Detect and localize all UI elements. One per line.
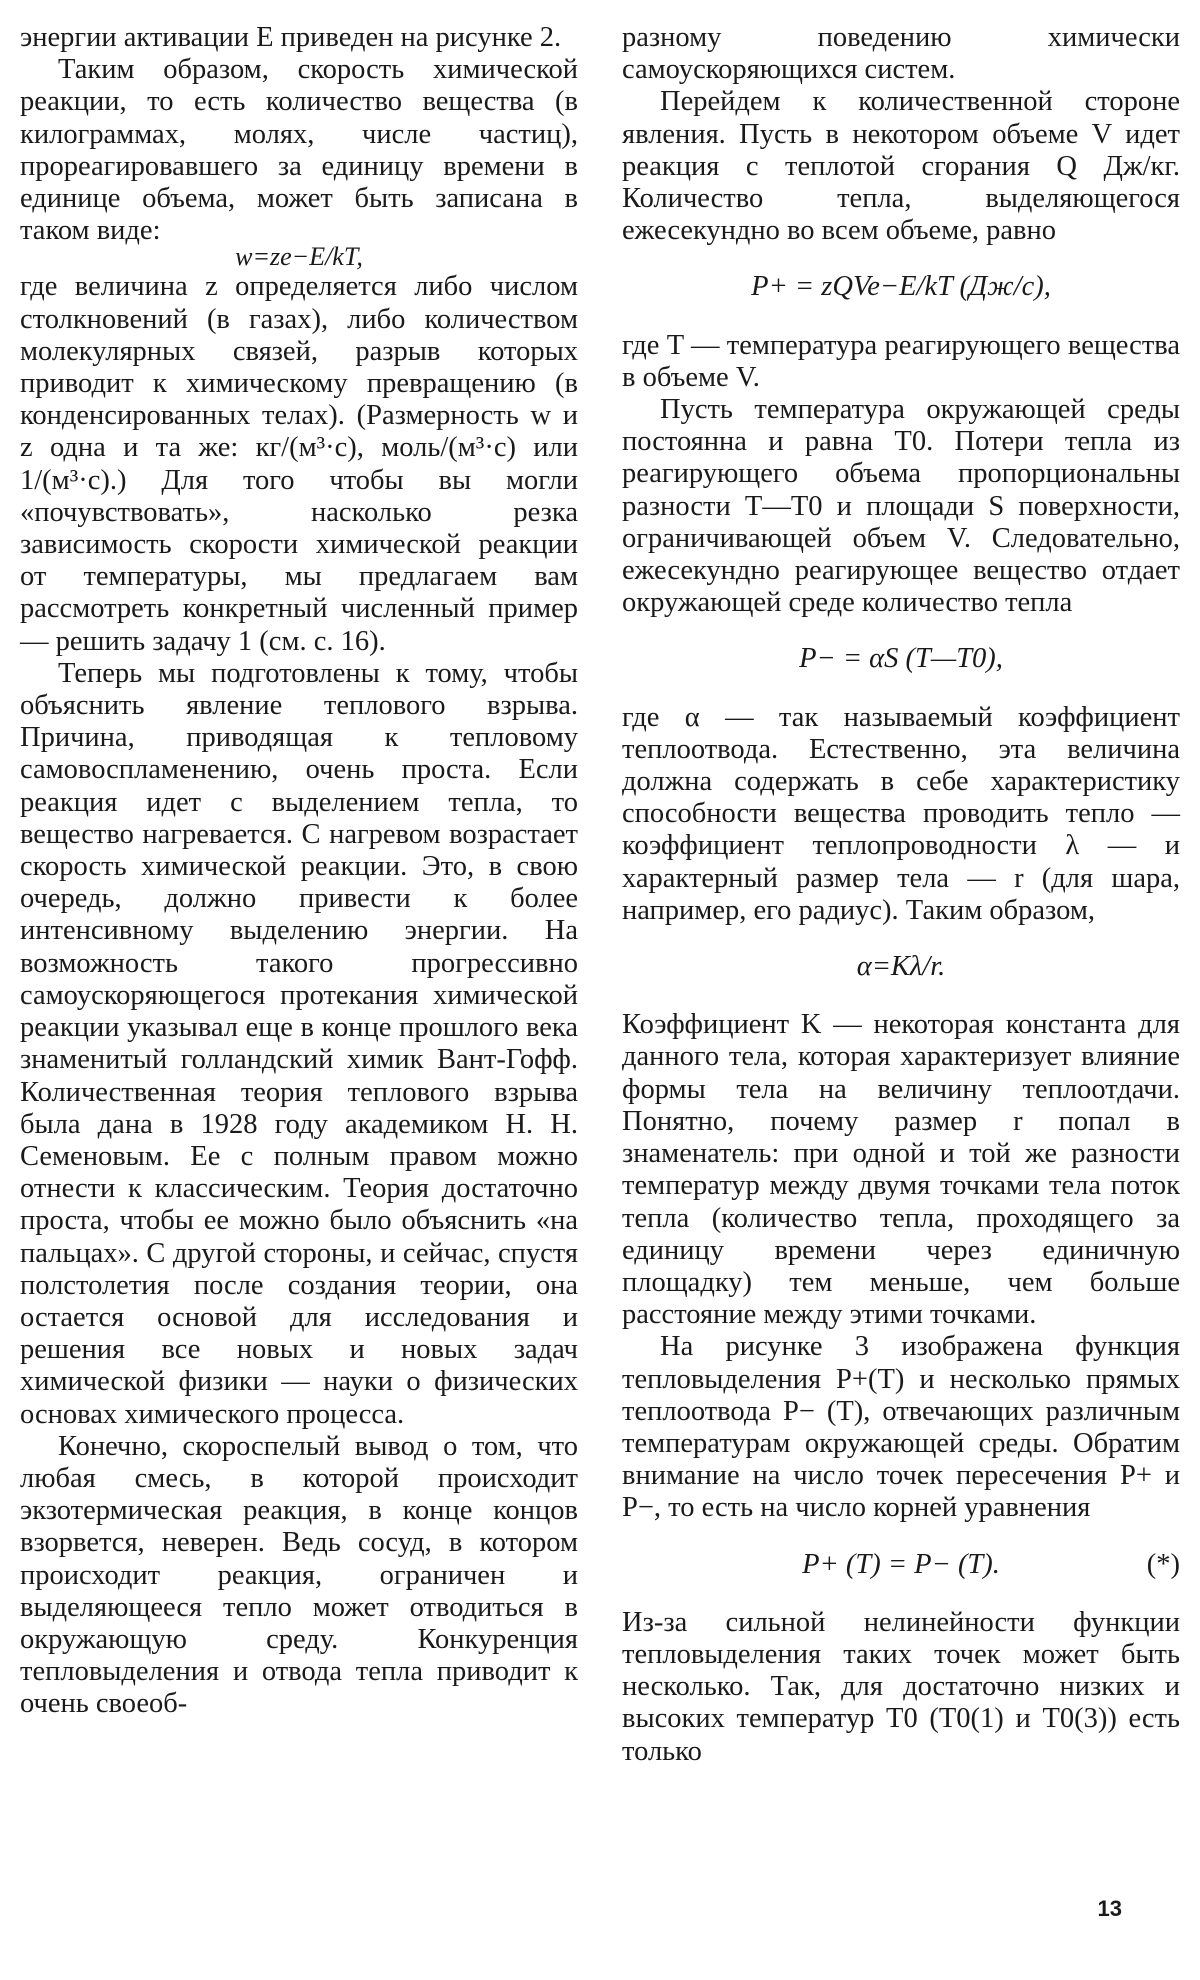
formula-heat-loss: P− = αS (T—T0), <box>799 643 1003 675</box>
paragraph: где α — так называемый коэффициент теплоотвода. Естественно, эта величина должна содержать в себе характеристику способности вещества проводить тепло — коэффициент теплопроводности λ — и характерный размер тела — r (для шара, например, его радиус). Таким образом, <box>622 701 1180 926</box>
paragraph: Теперь мы подготовлены к тому, чтобы объяснить явление теплового взрыва. Причина, приводящая к тепловому самовоспламенению, очень проста. Если реакция идет с выделением тепла, то вещество нагревается. С нагревом возрастает скорость химической реакции. Это, в свою очередь, должно привести к более интенсивному выделению энергии. На возможность такого прогрессивно самоускоряющегося протекания химической реакции указывал еще в конце прошлого века знаменитый голландский химик Вант-Гофф. Количественная теория теплового взрыва была дана в 1928 году академиком Н. Н. Семеновым. Ее с полным правом можно отнести к классическим. Теория достаточно проста, чтобы ее можно было объяснить «на пальцах». С другой стороны, и сейчас, спустя полстолетия после создания теории, она остается основой для исследования и решения все новых и новых задач химической физики — науки о физических основах химического процесса. <box>20 657 578 1430</box>
paragraph: Из-за сильной нелинейности функции тепловыделения таких точек может быть несколько. Так, для достаточно низких и высоких температур T0 (T0(1) и T0(3)) есть только <box>622 1606 1180 1767</box>
paragraph: Таким образом, скорость химической реакции, то есть количество вещества (в килограммах, молях, числе частиц), прореагировавшего за единицу времени в единице объема, может быть записана в таком виде: <box>20 54 578 247</box>
paragraph: энергии активации E приведен на рисунке 2. <box>20 22 562 53</box>
paragraph: где T — температура реагирующего вещества в объеме V. <box>622 329 1180 393</box>
paragraph: Коэффициент K — некоторая константа для данного тела, которая характеризует влияние формы тела на величину теплоотдачи. Понятно, почему размер r попал в знаменатель: при одной и той же разности температур между двумя точками тела поток тепла (количество тепла, проходящего за единицу времени через единичную площадку) тем меньше, чем больше расстояние между этими точками. <box>622 1009 1180 1331</box>
formula-reaction-rate: w=ze−E/kT, <box>235 242 363 272</box>
paragraph: разному поведению химически самоускоряющихся систем. <box>622 22 1180 86</box>
paragraph: Перейдем к количественной стороне явления. Пусть в некотором объеме V идет реакция с теплотой сгорания Q Дж/кг. Количество тепла, выделяющегося ежесекундно во всем объеме, равно <box>622 86 1180 247</box>
formula-alpha: α=Kλ/r. <box>856 951 946 983</box>
paragraph: Пусть температура окружающей среды постоянна и равна T0. Потери тепла из реагирующего объема пропорциональны разности T—T0 и площади S поверхности, ограничивающей объем V. Следовательно, ежесекундно реагирующее вещество отдает окружающей среде количество тепла <box>622 394 1180 619</box>
formula-equation <box>622 1549 1180 1581</box>
formula-heat-release: P+ = zQVe−E/kT (Дж/с), <box>751 271 1051 303</box>
paragraph: Конечно, скороспелый вывод о том, что любая смесь, в которой происходит экзотермическая реакция, в конце концов взорвется, неверен. Ведь сосуд, в котором происходит реакция, ограничен и выделяющееся тепло может отводиться в окружающую среду. Конкуренция тепловыделения и отвода тепла приводит к очень своеоб- <box>20 1430 578 1720</box>
paragraph: На рисунке 3 изображена функция тепловыделения P+(T) и несколько прямых теплоотвода P− (T), отвечающих различным температурам окружающей среды. Обратим внимание на число точек пересечения P+ и P−, то есть на число корней уравнения <box>622 1331 1180 1524</box>
right-column <box>622 22 1180 1768</box>
equation-tag: (*) <box>1146 1548 1180 1580</box>
left-column <box>20 22 578 1721</box>
page-number: 13 <box>1097 1896 1122 1921</box>
equation-text: P+ (T) = P− (T). <box>802 1548 1000 1580</box>
paragraph: где величина z определяется либо числом столкновений (в газах), либо количеством молекулярных связей, разрыв которых приводит к химическому превращению (в конденсированных телах). (Размерность w и z одна и та же: кг/(м³·с), моль/(м³·с) или 1/(м³·с).) Для того чтобы вы могли «почувствовать», насколько резка зависимость скорости химической реакции от температуры, мы предлагаем вам рассмотреть конкретный численный пример — решить задачу 1 (см. с. 16). <box>20 271 578 657</box>
